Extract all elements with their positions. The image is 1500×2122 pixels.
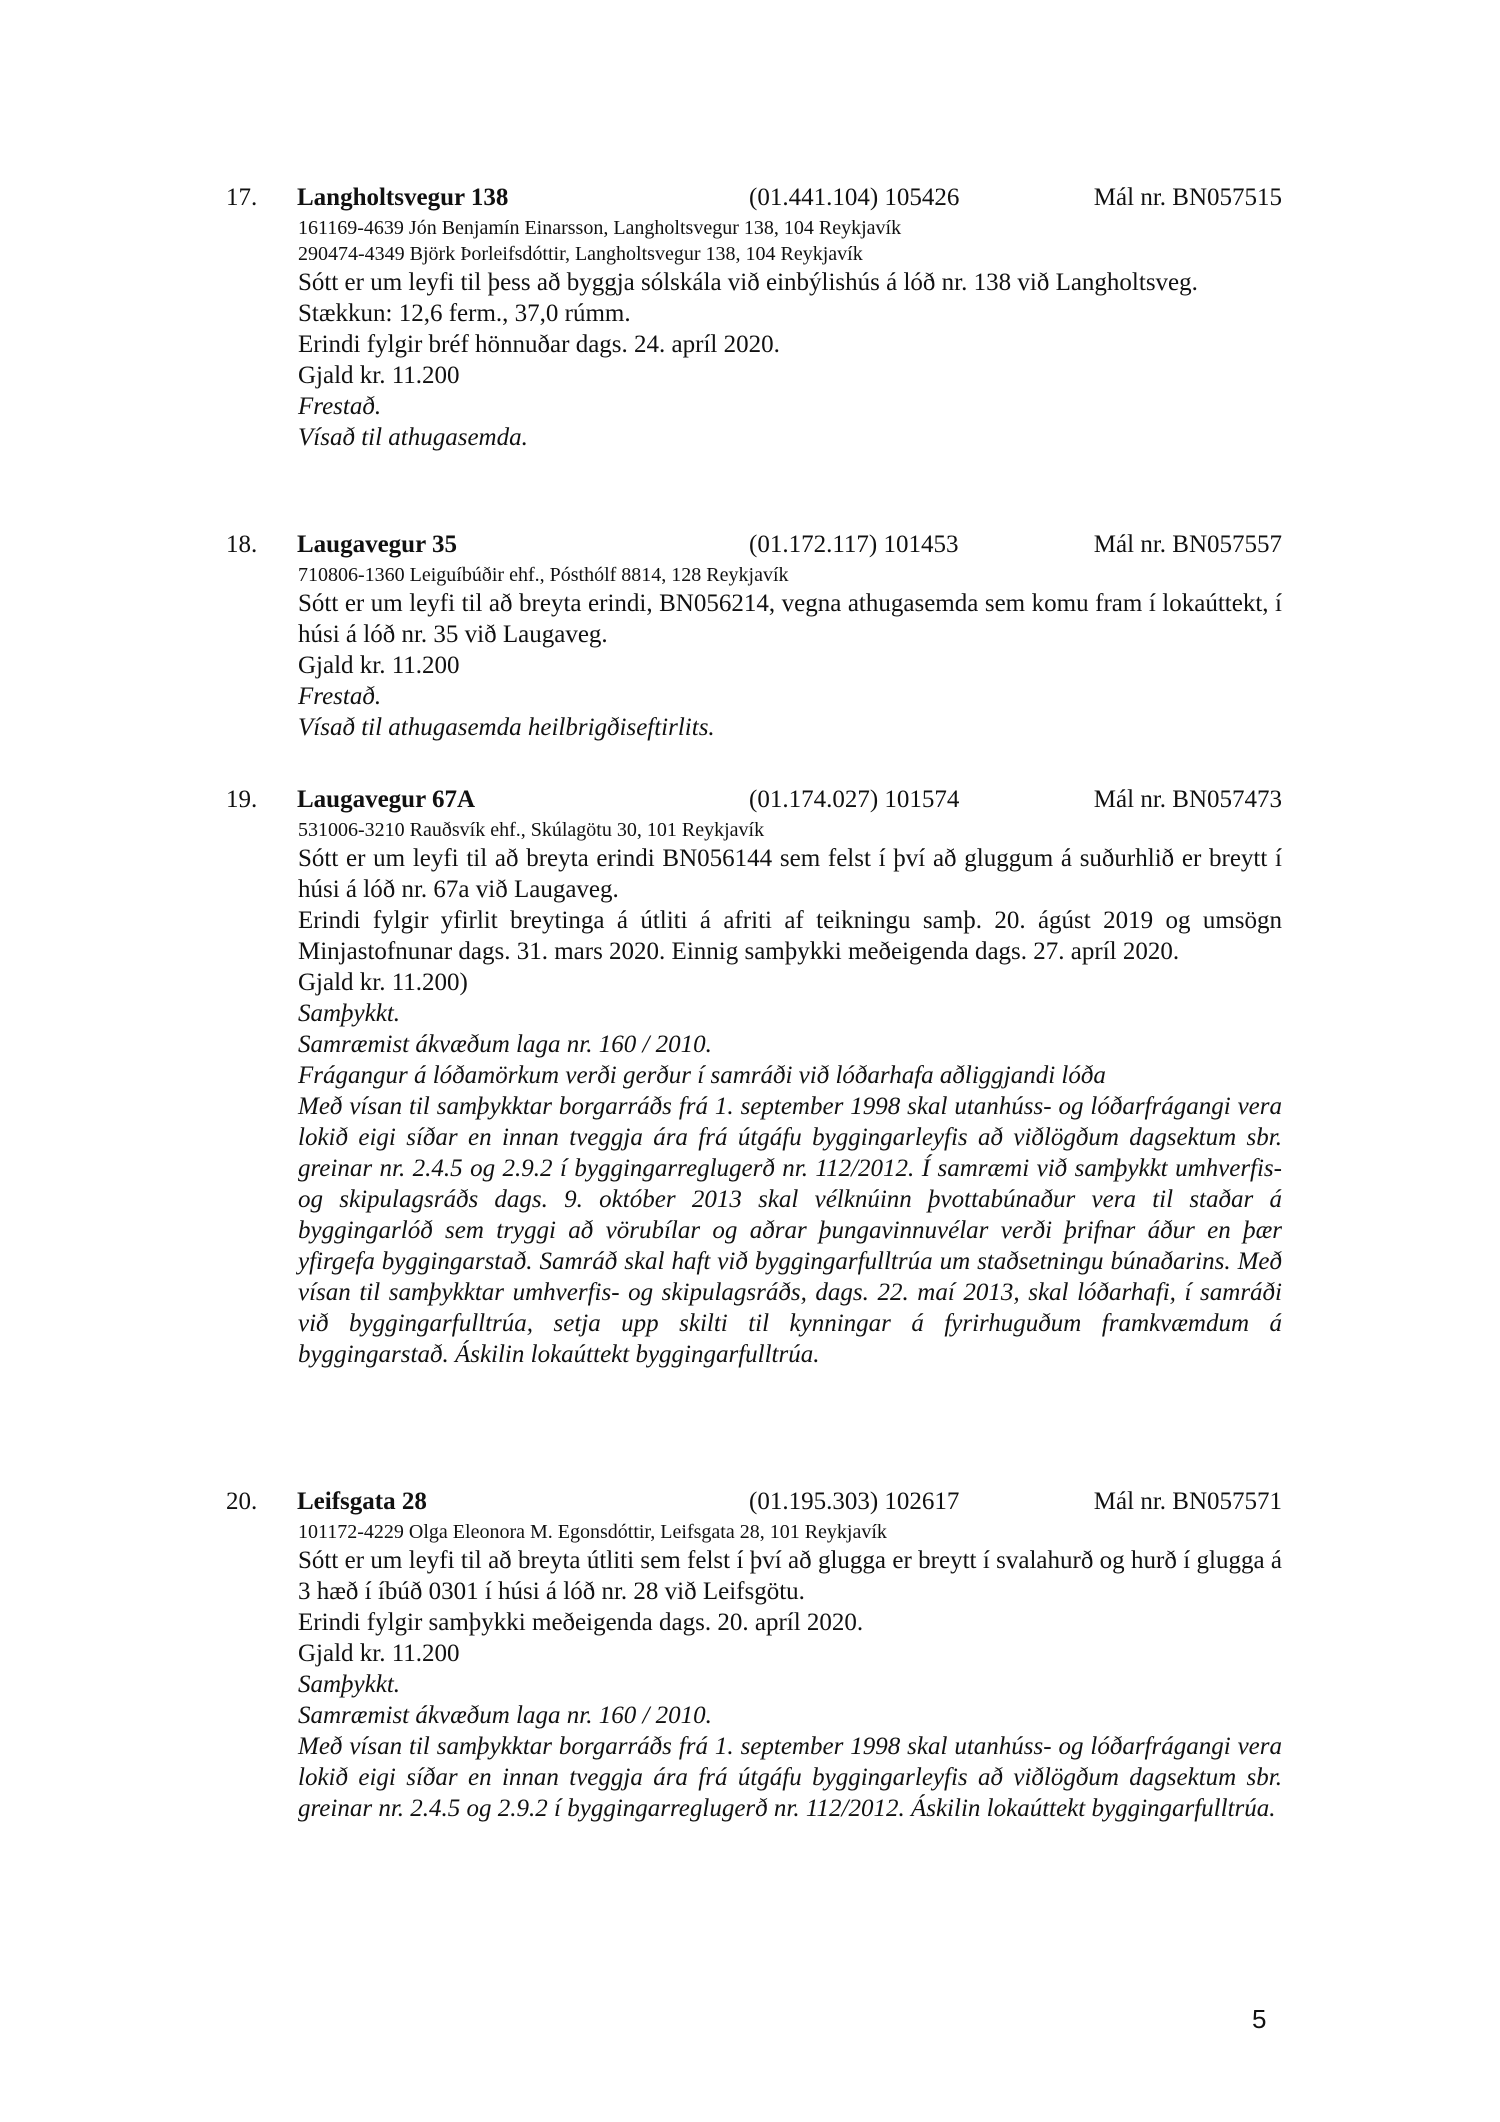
entry-reference: (01.174.027) 101574 [749,786,960,813]
entry-decision: Samþykkt. [298,1000,401,1027]
entry-decision: Með vísan til samþykktar borgarráðs frá 1. september 1998 skal utanhúss- og lóðarfrágangi vera lokið eigi síðar en innan tveggja ára frá útgáfu byggingarleyfis að viðlögðum dagsektum sbr. greinar nr. 2.4.5 og 2.9.2 í byggingarreglugerð nr. 112/2012. Í samræmi við samþykkt umhverfis- og skipulagsráðs dags. 9. október 2013 skal vélknúinn þvottabúnaður vera til staðar á byggingarlóð sem tryggi að vörubílar og aðrar þungavinnuvélar verði þrifnar áður en þær yfirgefa byggingarstað. Samráð skal haft við byggingarfulltrúa um staðsetningu búnaðarins. Með vísan til samþykktar umhverfis- og skipulagsráðs, dags. 22. maí 2013, skal lóðarhafi, í samráði við byggingarfulltrúa, setja upp skilti til kynningar á fyrirhuguðum framkvæmdum á byggingarstað. Áskilin lokaúttekt byggingarfulltrúa. [298,1093,1282,1368]
entry-header [226,1485,1282,1519]
entry-decision: Frágangur á lóðamörkum verði gerður í samráði við lóðarhafa aðliggjandi lóða [298,1062,1106,1089]
entry-body [298,817,1282,1370]
entry-decision: Vísað til athugasemda. [298,424,528,451]
applicant-line: 101172-4229 Olga Eleonora M. Egonsdóttir, Leifsgata 28, 101 Reykjavík [298,1521,887,1543]
entry-header [226,783,1282,817]
entry-case-number: Mál nr. BN057557 [1093,531,1282,558]
entry-address: Laugavegur 35 [297,531,457,558]
entry-reference: (01.195.303) 102617 [749,1488,960,1515]
entry-reference: (01.172.117) 101453 [749,531,959,558]
applicant-line: 710806-1360 Leiguíbúðir ehf., Pósthólf 8814, 128 Reykjavík [298,564,789,586]
applicant-line: 531006-3210 Rauðsvík ehf., Skúlagötu 30, 101 Reykjavík [298,819,765,841]
applicant-line: 161169-4639 Jón Benjamín Einarsson, Langholtsvegur 138, 104 Reykjavík [298,217,902,239]
entry-paragraph: Erindi fylgir yfirlit breytinga á útliti á afriti af teikningu samþ. 20. ágúst 2019 og umsögn Minjastofnunar dags. 31. mars 2020. Einnig samþykki meðeigenda dags. 27. apríl 2020. [298,907,1282,965]
entry-paragraph: Erindi fylgir samþykki meðeigenda dags. 20. apríl 2020. [298,1609,864,1636]
entry-address: Laugavegur 67A [297,786,476,813]
entry-paragraph: Erindi fylgir bréf hönnuðar dags. 24. apríl 2020. [298,331,780,358]
entry-paragraph: Gjald kr. 11.200 [298,652,460,679]
entry-body [298,562,1282,743]
applicant-line: 290474-4349 Björk Þorleifsdóttir, Langholtsvegur 138, 104 Reykjavík [298,243,863,265]
entry-number: 18. [226,531,258,558]
entry-paragraph: Sótt er um leyfi til þess að byggja sólskála við einbýlishús á lóð nr. 138 við Langholtsveg. [298,269,1198,296]
entry-number: 17. [226,184,258,211]
entry-decision: Frestað. [298,393,382,420]
case-entry-20 [226,1485,1282,1824]
entry-body [298,215,1282,453]
entry-decision: Frestað. [298,683,382,710]
entry-number: 19. [226,786,258,813]
entry-address: Langholtsvegur 138 [297,184,509,211]
entry-paragraph: Gjald kr. 11.200 [298,362,460,389]
entry-case-number: Mál nr. BN057571 [1093,1488,1282,1515]
entry-decision: Vísað til athugasemda heilbrigðiseftirlits. [298,714,715,741]
entry-header [226,528,1282,562]
entry-paragraph: Gjald kr. 11.200 [298,1640,460,1667]
entry-decision: Samþykkt. [298,1671,401,1698]
entry-decision: Með vísan til samþykktar borgarráðs frá 1. september 1998 skal utanhúss- og lóðarfrágangi vera lokið eigi síðar en innan tveggja ára frá útgáfu byggingarleyfis að viðlögðum dagsektum sbr. greinar nr. 2.4.5 og 2.9.2 í byggingarreglugerð nr. 112/2012. Áskilin lokaúttekt byggingarfulltrúa. [298,1733,1282,1822]
entry-paragraph: Sótt er um leyfi til að breyta erindi BN056144 sem felst í því að gluggum á suðurhlið er breytt í húsi á lóð nr. 67a við Laugaveg. [298,845,1282,903]
entry-address: Leifsgata 28 [297,1488,427,1515]
case-entry-18 [226,528,1282,743]
entry-body [298,1519,1282,1824]
entry-paragraph: Stækkun: 12,6 ferm., 37,0 rúmm. [298,300,631,327]
case-entry-17 [226,181,1282,453]
page-number: 5 [1252,2004,1267,2034]
entry-case-number: Mál nr. BN057473 [1093,786,1282,813]
entry-decision: Samræmist ákvæðum laga nr. 160 / 2010. [298,1702,712,1729]
entry-decision: Samræmist ákvæðum laga nr. 160 / 2010. [298,1031,712,1058]
entry-paragraph: Sótt er um leyfi til að breyta útliti sem felst í því að glugga er breytt í svalahurð og hurð í glugga á 3 hæð í íbúð 0301 í húsi á lóð nr. 28 við Leifsgötu. [298,1547,1282,1605]
case-entry-19 [226,783,1282,1370]
entry-paragraph: Sótt er um leyfi til að breyta erindi, BN056214, vegna athugasemda sem komu fram í lokaúttekt, í húsi á lóð nr. 35 við Laugaveg. [298,590,1282,648]
entry-case-number: Mál nr. BN057515 [1093,184,1282,211]
entry-paragraph: Gjald kr. 11.200) [298,969,468,996]
entry-header [226,181,1282,215]
entry-reference: (01.441.104) 105426 [749,184,960,211]
entry-number: 20. [226,1488,258,1515]
